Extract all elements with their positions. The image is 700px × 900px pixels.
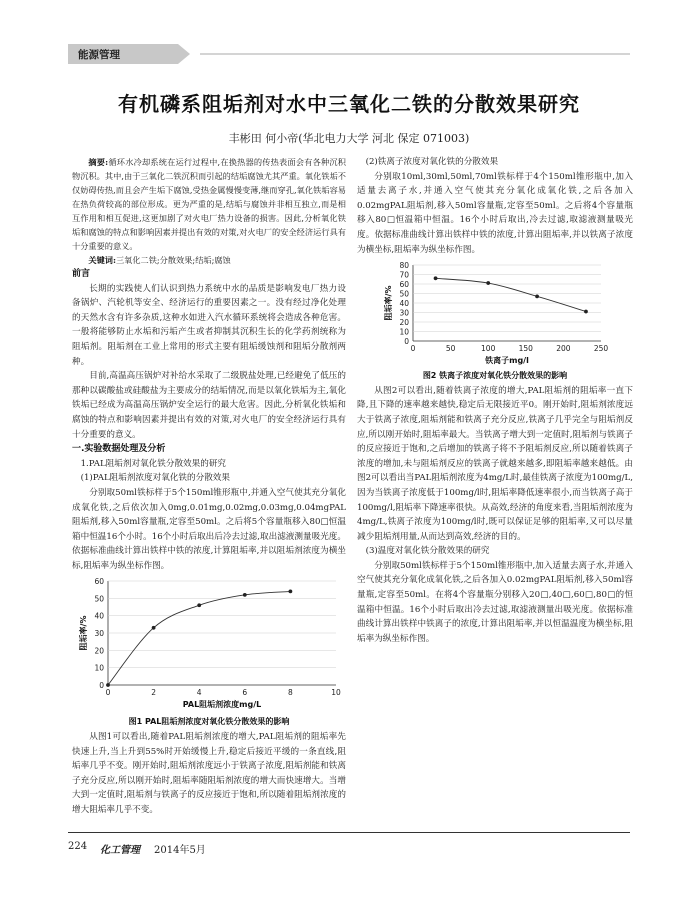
- abstract-text: 循环水冷却系统在运行过程中,在换热器的传热表面会有各种沉积物沉积。其中,由于三氧化二铁沉积而引起的结垢腐蚀尤其严重。氧化铁垢不仅妨碍传热,而且会产生垢下腐蚀,受热金属慢慢变薄,继而穿孔,氧化铁垢容易在热负荷较高的部位形成。更为严重的是,结垢与腐蚀并非相互独立,而是相互作用和相互促进,这更加剧了对火电厂热力设备的损害。因此,分析氧化铁垢和腐蚀的特点和影响因素并提出有效的对策,对火电厂的安全经济运行具有十分重要的意义。: [72, 157, 346, 251]
- y-axis-label: 阻垢率/%: [384, 285, 393, 321]
- x-tick-label: 10: [331, 688, 341, 698]
- figure-2-svg: [357, 259, 633, 367]
- data-point: [243, 593, 247, 597]
- y-tick-label: 50: [94, 594, 104, 604]
- figure-2-discussion: 从图2可以看出,随着铁离子浓度的增大,PAL阻垢剂的阻垢率一直下降,且下降的速率越来越快,稳定后无限接近平0。刚开始时,阻垢剂浓度远大于铁离子浓度,阻垢剂能和铁离子充分反应,铁离子几乎完全与阻垢剂反应,所以刚开始时,阻垢率最大。当铁离子增大到一定值时,阻垢剂与铁离子的反应接近于饱和,之后增加的铁离子将不予阻垢剂反应,所以随着铁离子浓度的增加,未与阻垢剂反应的铁离子就越来越多,即阻垢率越来越低。由图2可以看出当PAL阻垢剂浓度为4mg/L时,最佳铁离子浓度为100mg/L,因为当铁离子浓度低于100mg/l时,阻垢率降低速率很小,而当铁离子高于100mg/l,阻垢率下降速率很快。从高效,经济的角度来看,当阻垢剂浓度为4mg/L,铁离子浓度为100mg/l时,既可以保证足够的阻垢率,又可以尽量减少阻垢剂用量,从而达到高效,经济的目的。: [357, 385, 633, 542]
- data-point: [486, 281, 490, 285]
- section-1-1-3-paragraph: 分别取50ml铁标样于5个150ml锥形瓶中,加入适量去离子水,并通入空气使其充分氧化成氧化铁,之后各加入0.02mgPAL阻垢剂,移入50ml容量瓶,定容至50ml。在将4个容量瓶分别移入20□,40□,60□,80□的恒温箱中恒温。16个小时后取出冷去过滤,取滤液测量出吸光度。依据标准曲线计算出铁样中铁离子的浓度,计算出阻垢率,并以恒温温度为横坐标,阻垢率为纵坐标作图。: [357, 560, 633, 644]
- data-point: [584, 310, 588, 314]
- article-authors: 丰彬田 何小帝(华北电力大学 河北 保定 071003): [228, 132, 470, 145]
- y-tick-label: 60: [94, 577, 104, 587]
- figure-1-chart: [72, 575, 346, 713]
- section-rule: [200, 53, 630, 55]
- data-point: [434, 277, 438, 281]
- section-1-1-2-heading: (2)铁离子浓度对氧化铁的分散效果: [365, 157, 499, 167]
- data-point: [152, 626, 156, 630]
- section-1-1-heading: 1.PAL阻垢剂对氧化铁分散效果的研究: [80, 458, 227, 469]
- section-1-1-1-paragraph: 分别取50ml铁标样于5个150ml锥形瓶中,并通入空气使其充分氧化成氧化铁,之后依次加入0mg,0.01mg,0.02mg,0.03mg,0.04mgPAL阻垢剂,移入50ml容量瓶,定容至50ml。之后将5个容量瓶移入80□恒温箱中恒温16个小时。16个小时后取出后冷去过滤,取出滤液测量吸光度。依据标准曲线计算出铁样中铁的浓度,计算阻垢率,并以阻垢剂浓度为横坐标,阻垢率为纵坐标作图。: [72, 487, 346, 571]
- y-tick-label: 60: [399, 280, 409, 290]
- x-tick-label: 50: [445, 344, 456, 354]
- x-axis-label: PAL阻垢剂浓度mg/L: [182, 700, 262, 710]
- figure-1-svg: [72, 575, 346, 713]
- page-number: 224: [68, 841, 88, 852]
- y-tick-label: 50: [399, 289, 409, 299]
- section-1-1-2-paragraph: 分别取10ml,30ml,50ml,70ml铁标样于4个150ml锥形瓶中,加入适量去离子水,并通入空气使其充分氧化成氧化铁,之后各加入0.02mgPAL阻垢剂,移入50ml容量瓶,定容至50ml。之后将4个容量瓶移入80□恒温箱中恒温。16个小时后取出,冷去过滤,取滤液测量吸光度。依据标准曲线计算出铁样中铁的浓度,计算出阻垢率,并以铁离子浓度为横坐标,阻垢率为纵坐标作图。: [357, 171, 633, 255]
- section-label: 能源管理: [78, 49, 120, 61]
- x-tick-label: 6: [242, 688, 248, 698]
- data-point: [289, 590, 293, 594]
- x-tick-label: 0: [410, 344, 416, 354]
- y-tick-label: 40: [399, 299, 409, 309]
- x-tick-label: 100: [481, 344, 496, 354]
- section-band: [68, 44, 630, 64]
- x-tick-label: 2: [151, 688, 156, 698]
- article-title: 有机磷系阻垢剂对水中三氧化二铁的分散效果研究: [118, 92, 580, 116]
- page-footer: [68, 832, 630, 856]
- data-point: [106, 684, 110, 688]
- x-tick-label: 4: [196, 688, 202, 698]
- y-tick-label: 40: [94, 612, 104, 622]
- x-tick-label: 150: [518, 344, 533, 354]
- y-tick-label: 30: [94, 629, 104, 639]
- data-point: [197, 604, 201, 608]
- y-tick-label: 10: [94, 664, 104, 674]
- y-tick-label: 20: [399, 318, 409, 328]
- preface-heading: 前言: [72, 269, 91, 279]
- keywords-label: 关键词:: [88, 255, 116, 265]
- x-tick-label: 200: [556, 344, 571, 354]
- right-column: [357, 155, 633, 646]
- section-1-heading: 一.实验数据处理及分析: [72, 444, 166, 455]
- x-axis-label: 铁离子mg/l: [485, 356, 529, 366]
- abstract: [72, 155, 346, 253]
- y-tick-label: 80: [399, 261, 409, 271]
- x-tick-label: 0: [105, 688, 111, 698]
- figure-2-chart: [357, 259, 633, 367]
- abstract-label: 摘要:: [88, 157, 109, 167]
- section-1-1-3-heading: (3)温度对氧化铁分散效果的研究: [365, 546, 490, 557]
- left-column: [72, 155, 346, 818]
- y-tick-label: 0: [99, 681, 104, 691]
- x-tick-label: 8: [288, 688, 293, 698]
- x-tick-label: 250: [593, 344, 609, 354]
- y-tick-label: 20: [94, 646, 104, 656]
- y-axis-label: 阻垢率/%: [79, 616, 88, 651]
- figure-1-discussion: 从图1可以看出,随着PAL阻垢剂浓度的增大,PAL阻垢剂的阻垢率先快速上升,当上升到55%时开始缓慢上升,稳定后接近平缓的一条直线,阻垢率几乎不变。刚开始时,阻垢剂浓度远小于铁离子浓度,阻垢剂能和铁离子充分反应,所以刚开始时,阻垢率随阻垢剂浓度的增大而快速增大。当增大到一定值时,阻垢剂与铁离子的反应接近于饱和,所以随着阻垢剂浓度的增大阻垢率几乎不变。: [72, 732, 346, 816]
- issue-date: 2014年5月: [154, 845, 206, 856]
- keywords-text: 三氧化二铁;分散效果;结垢;腐蚀: [115, 255, 231, 265]
- y-tick-label: 10: [399, 327, 409, 337]
- y-tick-label: 0: [404, 337, 409, 347]
- preface-paragraph-1: 长期的实践使人们认识到热力系统中水的品质是影响发电厂热力设备锅炉、汽轮机等安全、经济运行的重要因素之一。没有经过净化处理的天然水含有许多杂质,这种水如进入汽水循环系统将会造成各种危害。一般将能够防止水垢和污垢产生或者抑制其沉积生长的化学药剂统称为阻垢剂。阻垢剂在工业上常用的形式主要有阻垢缓蚀剂和阻垢分散剂两种。: [72, 283, 346, 367]
- y-tick-label: 70: [399, 270, 409, 280]
- data-point: [535, 295, 539, 299]
- journal-name: 化工管理: [100, 845, 140, 856]
- y-tick-label: 30: [399, 308, 409, 318]
- figure-2-caption: 图2 铁离子浓度对氧化铁分散效果的影响: [422, 371, 568, 381]
- section-1-1-1-heading: (1)PAL阻垢剂浓度对氧化铁的分散效果: [80, 473, 230, 484]
- section-arrow: [178, 44, 190, 64]
- keywords: [72, 253, 346, 267]
- figure-1-caption: 图1 PAL阻垢剂浓度对氧化铁分散效果的影响: [128, 717, 290, 727]
- preface-paragraph-2: 目前,高温高压锅炉对补给水采取了二级脱盐处理,已经避免了低压的那种以碳酸盐或硅酸盐为主要成分的结垢情况,而是以氧化铁垢为主,氧化铁垢已经成为高温高压锅炉安全运行的最大危害。因此,分析氧化铁垢和腐蚀的特点和影响因素并提出有效的对策,对火电厂的安全经济运行具有十分重要的意义。: [72, 371, 346, 440]
- series-line: [436, 278, 586, 311]
